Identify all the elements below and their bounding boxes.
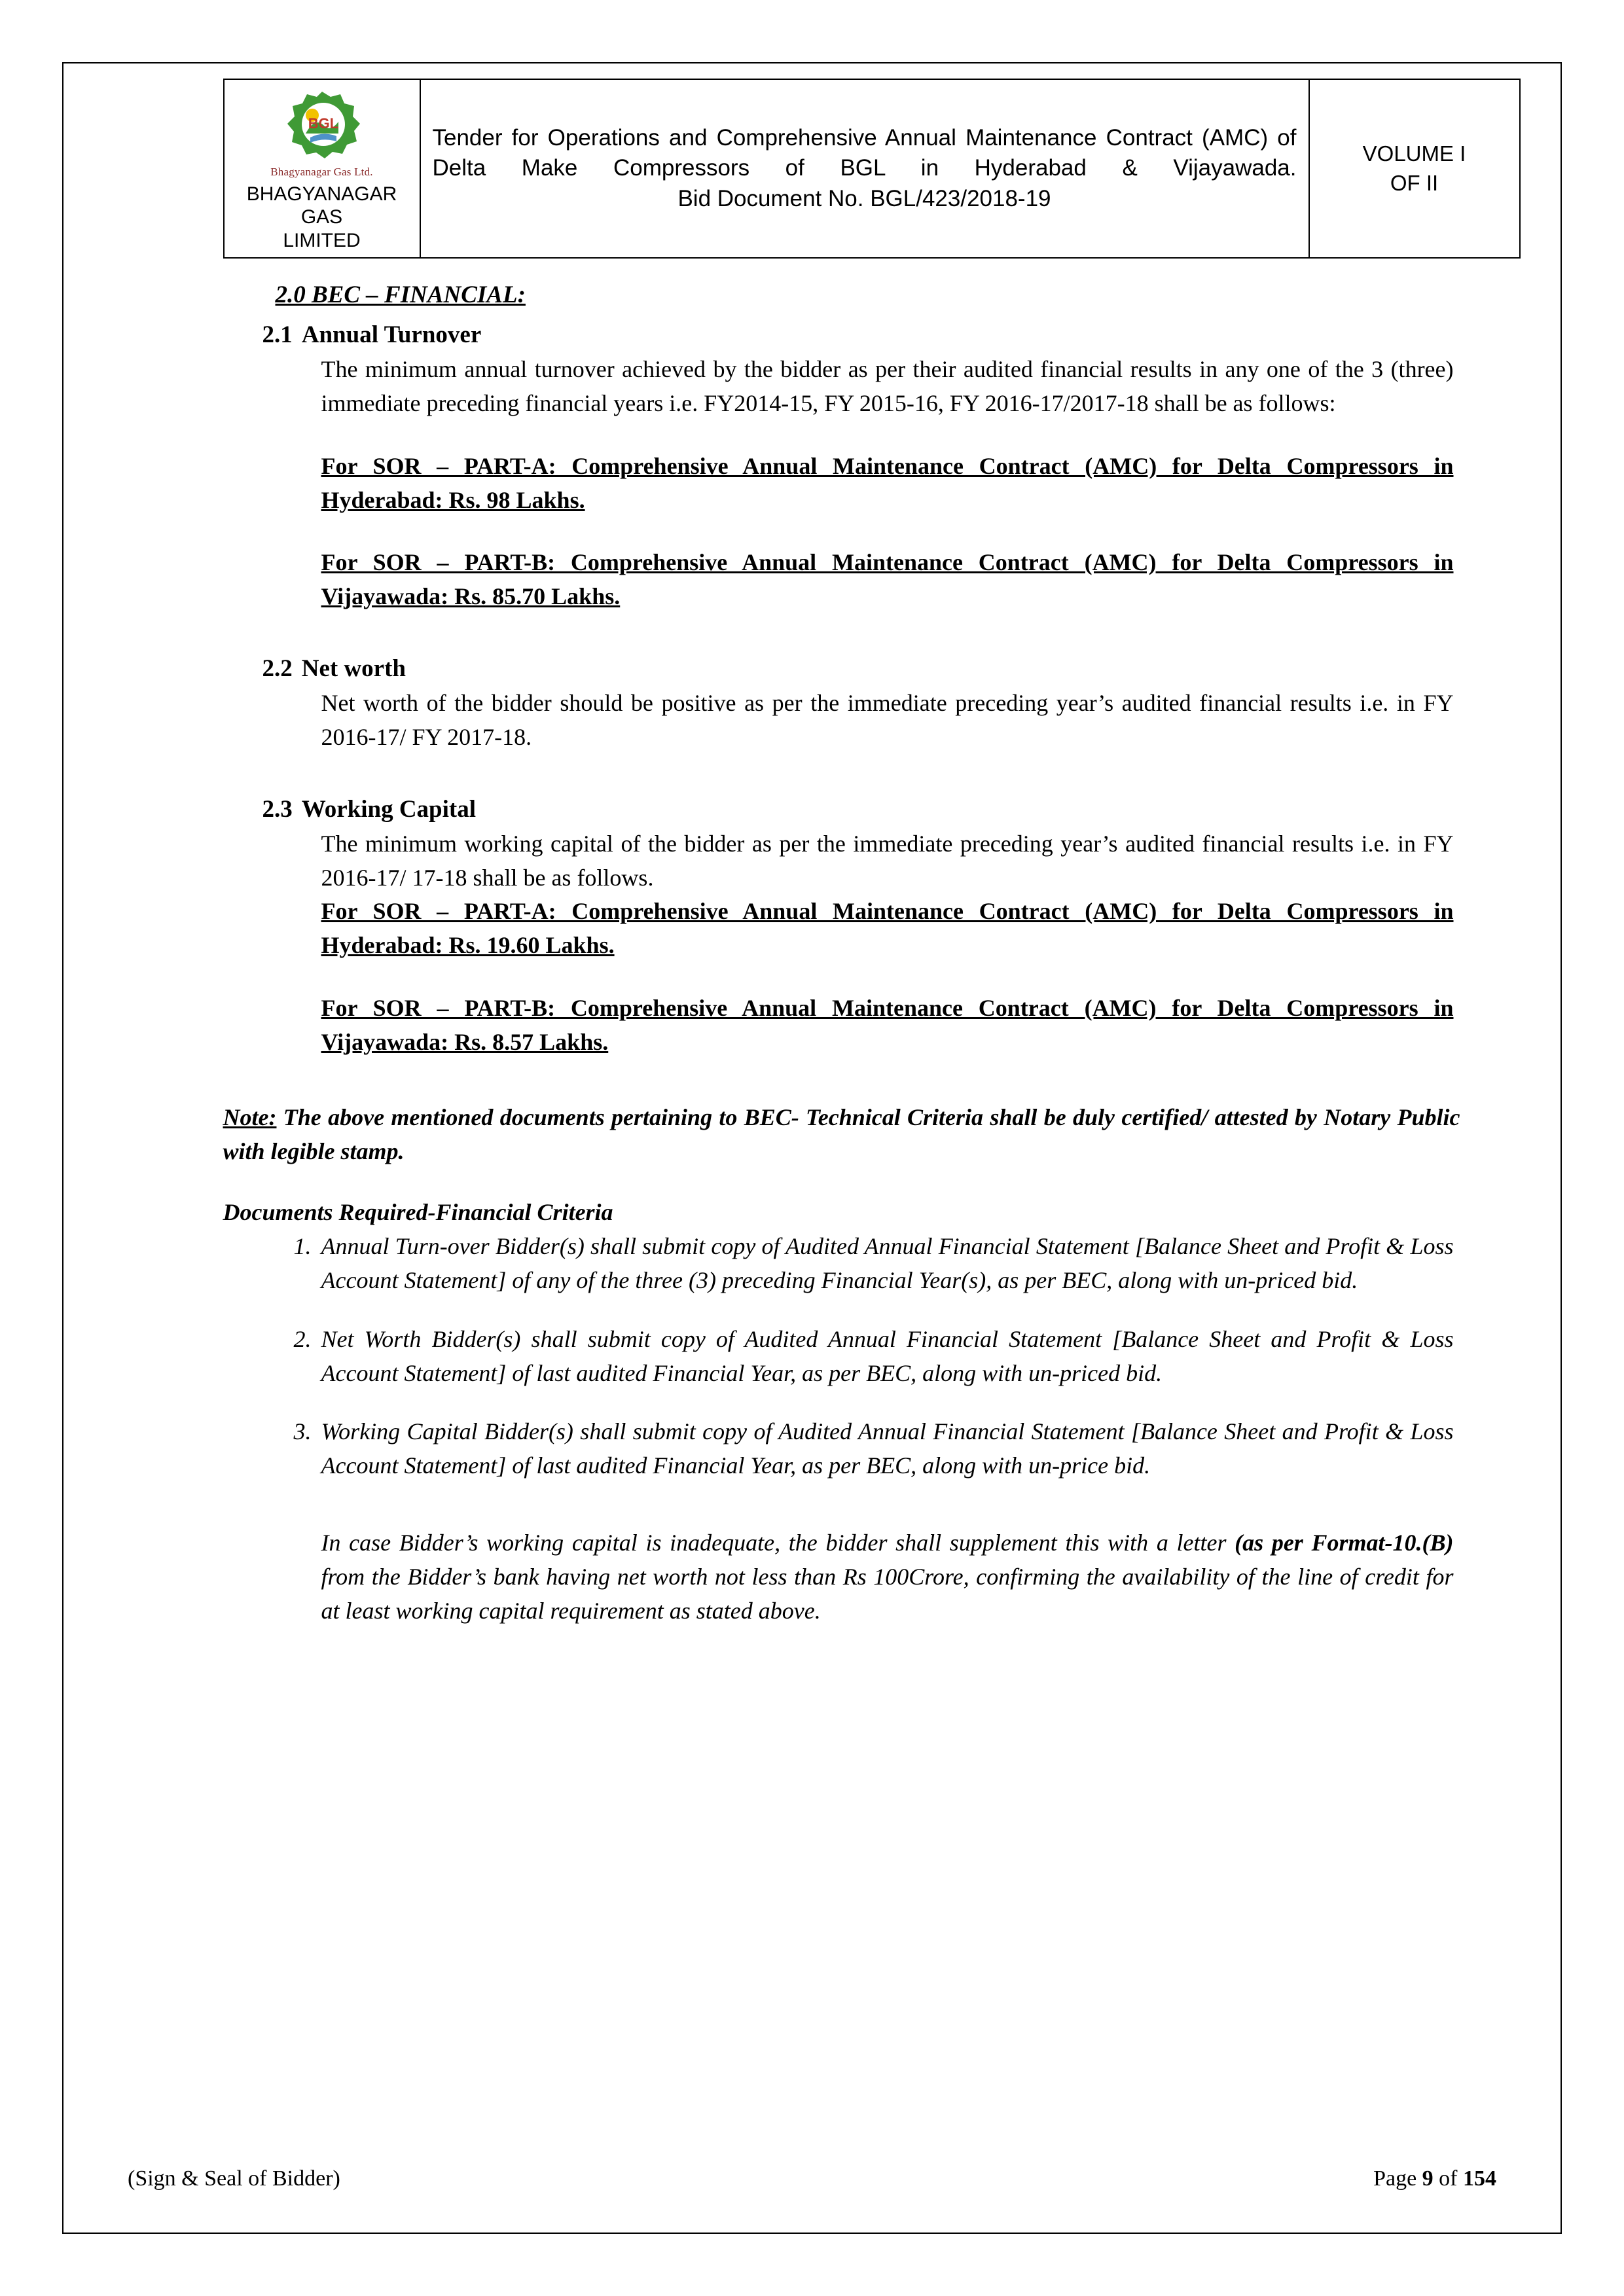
header-title-line-2: Maintenance Contract (AMC) of Delta Make (432, 124, 1297, 181)
item-number-2-3: 2.3 (262, 795, 293, 823)
header-bid-document-no: Bid Document No. BGL/423/2018-19 (677, 185, 1051, 211)
footer-sign-seal: (Sign & Seal of Bidder) (128, 2166, 340, 2191)
item-paragraph-2-2: Net worth of the bidder should be positive as per the immediate preceding year’s audited financial results i.e. in FY 2016-17/ FY 2017-18. (321, 690, 1454, 750)
documents-required-list (223, 1230, 1473, 1483)
volume-line1: VOLUME I (1362, 141, 1466, 166)
list-item-text: Working Capital Bidder(s) shall submit copy of Audited Annual Financial Statement [Balance Sheet and Profit & Loss Account Statement] of last audited Financial Year, as per BEC, along with un-price bid. (321, 1418, 1454, 1479)
document-body (223, 259, 1473, 1628)
document-header-table (223, 79, 1521, 259)
footer-page-number (1373, 2166, 1496, 2191)
page-content (158, 62, 1467, 1628)
volume-line2: OF II (1390, 170, 1439, 195)
company-name-line1: BHAGYANAGAR GAS (246, 183, 397, 228)
item-title-2-1: Annual Turnover (301, 321, 482, 349)
header-logo-cell (224, 79, 420, 258)
section-item-2-1 (223, 321, 1473, 614)
footer-total-pages: 154 (1463, 2166, 1496, 2191)
item-highlight-2-1-a: For SOR – PART-A: Comprehensive Annual Maintenance Contract (AMC) for Delta Compressors in Hyderabad: Rs. 98 Lakhs. (321, 452, 1454, 513)
section-item-2-2 (223, 655, 1473, 755)
footer-page-of: of (1433, 2166, 1463, 2191)
item-number-2-2: 2.2 (262, 655, 293, 683)
logo-caption: Bhagyanagar Gas Ltd. (270, 166, 373, 178)
list-item (293, 1230, 1454, 1298)
closing-part-2: from the Bidder’s bank having net worth not less than Rs 100Crore, confirming the availability of the line of credit for at least working capital requirement as stated above. (321, 1563, 1454, 1624)
list-item (293, 1323, 1454, 1391)
item-number-2-1: 2.1 (262, 321, 293, 349)
note-text: The above mentioned documents pertaining to BEC- Technical Criteria shall be duly certified/ attested by Notary Public with legible stamp. (223, 1103, 1460, 1164)
header-title-line-1: Tender for Operations and Comprehensive Annual (432, 124, 956, 151)
item-highlight-2-3-b: For SOR – PART-B: Comprehensive Annual Maintenance Contract (AMC) for Delta Compressors in Vijayawada: Rs. 8.57 Lakhs. (321, 995, 1454, 1055)
footer-page-prefix: Page (1373, 2166, 1422, 2191)
list-item-number: 1. (293, 1233, 312, 1260)
header-title-cell (420, 79, 1309, 258)
header-title-line-3: Compressors of BGL in Hyderabad & Vijayawada. (613, 155, 1297, 181)
documents-required-heading: Documents Required-Financial Criteria (223, 1199, 613, 1226)
item-highlight-2-3-a: For SOR – PART-A: Comprehensive Annual Maintenance Contract (AMC) for Delta Compressors in Hyderabad: Rs. 19.60 Lakhs. (321, 898, 1454, 959)
page-footer (128, 2166, 1496, 2191)
section-item-2-3 (223, 795, 1473, 1060)
svg-text:BGL: BGL (308, 115, 338, 132)
list-item-number: 3. (293, 1418, 312, 1445)
list-item-number: 2. (293, 1325, 312, 1352)
closing-part-1: In case Bidder’s working capital is inadequate, the bidder shall supplement this with a letter (321, 1530, 1235, 1556)
item-title-2-3: Working Capital (301, 795, 476, 823)
item-highlight-2-1-b: For SOR – PART-B: Comprehensive Annual Maintenance Contract (AMC) for Delta Compressors in Vijayawada: Rs. 85.70 Lakhs. (321, 549, 1454, 610)
section-heading: 2.0 BEC – FINANCIAL: (275, 281, 526, 309)
header-volume-cell (1309, 79, 1520, 258)
list-item-text: Annual Turn-over Bidder(s) shall submit copy of Audited Annual Financial Statement [Balance Sheet and Profit & Loss Account Statement] of any of the three (3) preceding Financial Year(s), as per BEC, along with un-priced bid. (321, 1233, 1454, 1293)
closing-paragraph (321, 1526, 1454, 1628)
company-name-line2: LIMITED (283, 229, 361, 251)
closing-bold-format-reference: (as per Format-10.(B) (1235, 1530, 1454, 1556)
list-item (293, 1415, 1454, 1483)
note-paragraph (223, 1100, 1460, 1168)
list-item-text: Net Worth Bidder(s) shall submit copy of Audited Annual Financial Statement [Balance Sheet and Profit & Loss Account Statement] of last audited Financial Year, as per BEC, along with un-priced bid. (321, 1325, 1454, 1386)
footer-current-page: 9 (1422, 2166, 1434, 2191)
item-paragraph-2-1: The minimum annual turnover achieved by the bidder as per their audited financial results in any one of the 3 (three) immediate preceding financial years i.e. FY2014-15, FY 2015-16, FY 2016-17/2017-18 shall be as follows: (321, 356, 1454, 416)
note-label: Note: (223, 1103, 277, 1130)
item-paragraph-2-3: The minimum working capital of the bidder as per the immediate preceding year’s audited financial results i.e. in FY 2016-17/ 17-18 shall be as follows. (321, 830, 1454, 891)
bgl-logo-icon (273, 86, 371, 168)
item-title-2-2: Net worth (301, 655, 406, 683)
